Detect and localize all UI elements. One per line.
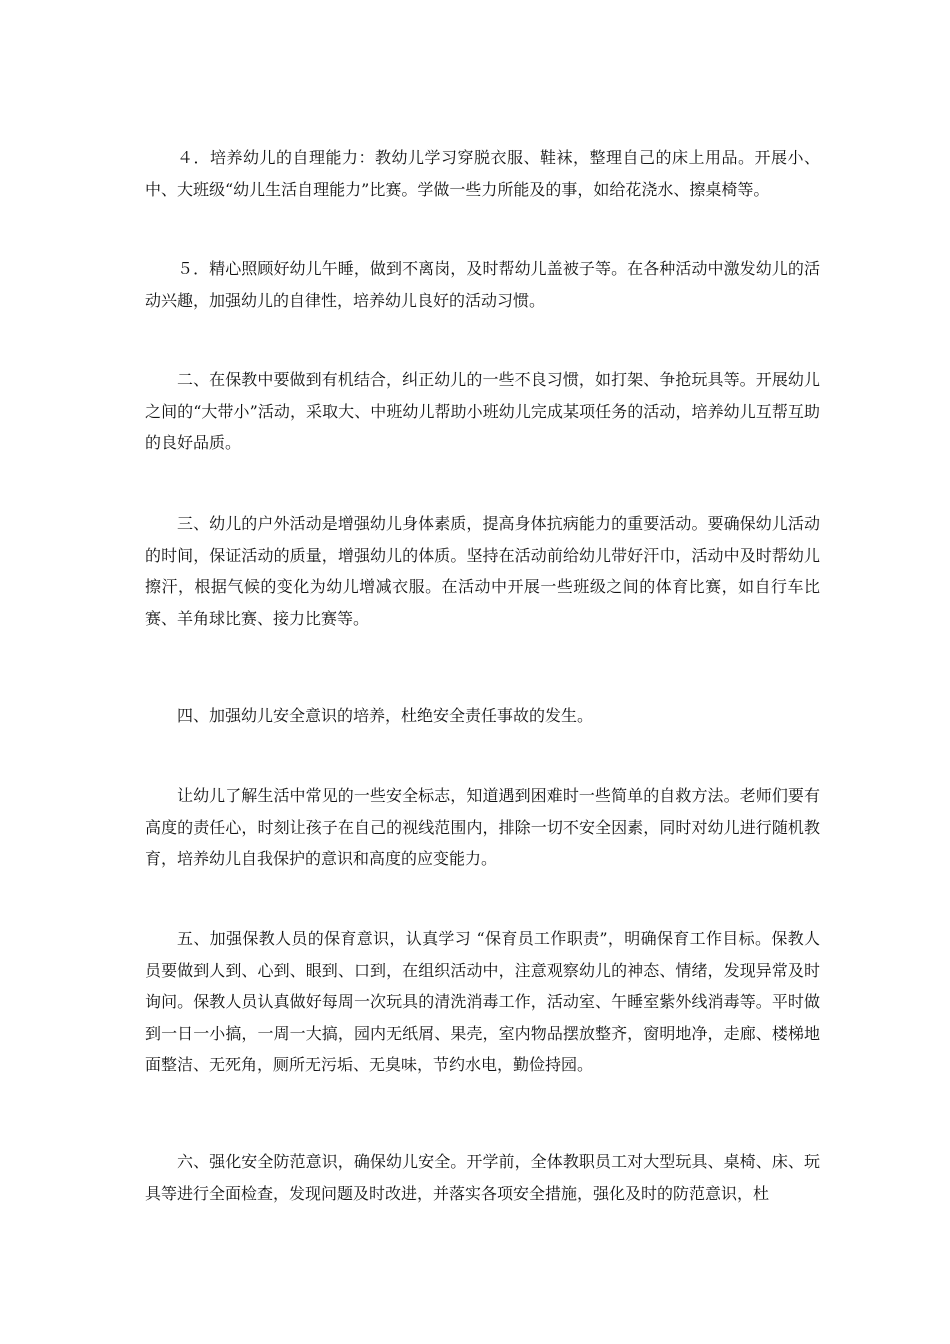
paragraph-section-four-heading: 四、加强幼儿安全意识的培养，杜绝安全责任事故的发生。 [177,706,594,725]
paragraph-section-six: 六、强化安全防范意识，确保幼儿安全。开学前，全体教职员工对大型玩具、桌椅、床、玩具等进行全面检查，发现问题及时改进，并落实各项安全措施，强化及时的防范意识，杜 [145,1152,820,1203]
paragraph-self-care: ４．培养幼儿的自理能力：教幼儿学习穿脱衣服、鞋袜，整理自己的床上用品。开展小、中、大班级“幼儿生活自理能力”比赛。学做一些力所能及的事，如给花浇水、擦桌椅等。 [145,148,820,199]
paragraph-nap-care: ５．精心照顾好幼儿午睡，做到不离岗，及时帮幼儿盖被子等。在各种活动中激发幼儿的活动兴趣，加强幼儿的自律性，培养幼儿良好的活动习惯。 [145,259,820,310]
paragraph-section-two: 二、在保教中要做到有机结合，纠正幼儿的一些不良习惯，如打架、争抢玩具等。开展幼儿之间的“大带小”活动，采取大、中班幼儿帮助小班幼儿完成某项任务的活动，培养幼儿互帮互助的良好品质。 [145,370,820,452]
paragraph-section-three: 三、幼儿的户外活动是增强幼儿身体素质，提高身体抗病能力的重要活动。要确保幼儿活动的时间，保证活动的质量，增强幼儿的体质。坚持在活动前给幼儿带好汗巾，活动中及时帮幼儿擦汗，根据气候的变化为幼儿增减衣服。在活动中开展一些班级之间的体育比赛，如自行车比赛、羊角球比赛、接力比赛等。 [145,514,820,628]
paragraph-section-five: 五、加强保教人员的保育意识，认真学习 “保育员工作职责”，明确保育工作目标。保教人员要做到人到、心到、眼到、口到，在组织活动中，注意观察幼儿的神态、情绪，发现异常及时询问。保教人员认真做好每周一次玩具的清洗消毒工作，活动室、午睡室紫外线消毒等。平时做到一日一小搞，一周一大搞，园内无纸屑、果壳，室内物品摆放整齐，窗明地净，走廊、楼梯地面整洁、无死角，厕所无污垢、无臭味，节约水电，勤俭持园。 [145,929,820,1074]
paragraph-safety-awareness: 让幼儿了解生活中常见的一些安全标志，知道遇到困难时一些简单的自救方法。老师们要有高度的责任心，时刻让孩子在自己的视线范围内，排除一切不安全因素，同时对幼儿进行随机教育，培养幼儿自我保护的意识和高度的应变能力。 [145,786,820,868]
